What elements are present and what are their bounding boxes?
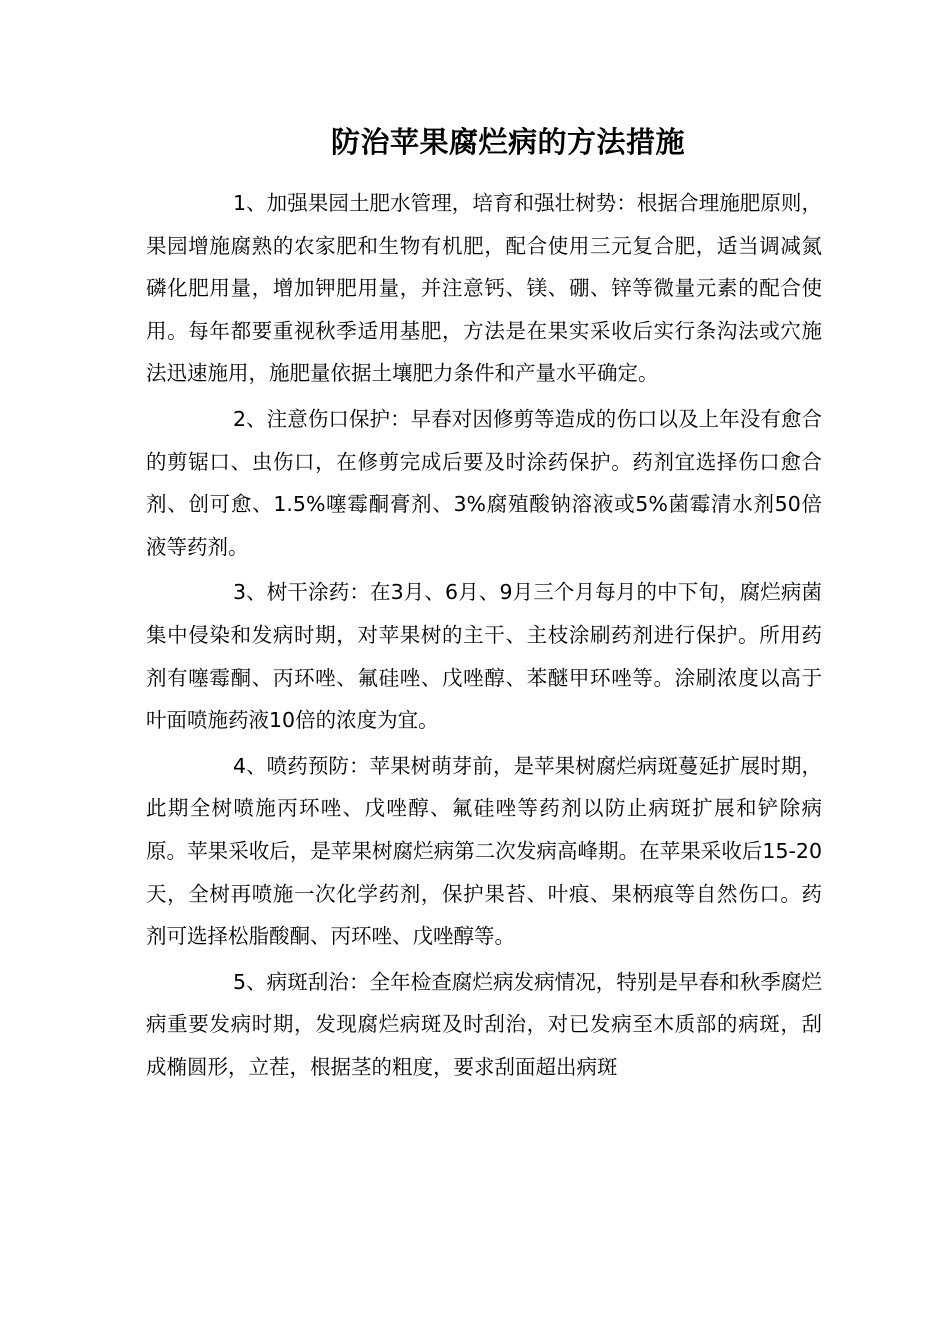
paragraph-1: 1、加强果园土肥水管理，培育和强壮树势：根据合理施肥原则，果园增施腐熟的农家肥和生物有机肥，配合使用三元复合肥，适当调减氮磷化肥用量，增加钾肥用量，并注意钙、镁、硼、锌等微量元素的配合使用。每年都要重视秋季适用基肥，方法是在果实采收后实行条沟法或穴施法迅速施用，施肥量依据土壤肥力条件和产量水平确定。 <box>146 191 822 386</box>
paragraph-2: 2、注意伤口保护：早春对因修剪等造成的伤口以及上年没有愈合的剪锯口、虫伤口，在修剪完成后要及时涂药保护。药剂宜选择伤口愈合剂、创可愈、1.5%噻霉酮膏剂、3%腐殖酸钠溶液或5%菌霉清水剂50倍液等药剂。 <box>146 406 822 559</box>
paragraph-4: 4、喷药预防：苹果树萌芽前，是苹果树腐烂病斑蔓延扩展时期，此期全树喷施丙环唑、戊唑醇、氟硅唑等药剂以防止病斑扩展和铲除病原。苹果采收后，是苹果树腐烂病第二次发病高峰期。在苹果采收后15-20天，全树再喷施一次化学药剂，保护果苔、叶痕、果柄痕等自然伤口。药剂可选择松脂酸酮、丙环唑、戊唑醇等。 <box>146 753 822 949</box>
document-body <box>146 182 822 1091</box>
document-title: 防治苹果腐烂病的方法措施 <box>330 125 685 159</box>
paragraph-3: 3、树干涂药：在3月、6月、9月三个月每月的中下旬，腐烂病菌集中侵染和发病时期，对苹果树的主干、主枝涂刷药剂进行保护。所用药剂有噻霉酮、丙环唑、氟硅唑、戊唑醇、苯醚甲环唑等。涂刷浓度以高于叶面喷施药液10倍的浓度为宜。 <box>146 580 822 733</box>
paragraph-5: 5、病斑刮治：全年检查腐烂病发病情况，特别是早春和秋季腐烂病重要发病时期，发现腐烂病斑及时刮治，对已发病至木质部的病斑，刮成椭圆形，立茬，根据茎的粗度，要求刮面超出病斑 <box>146 969 822 1079</box>
